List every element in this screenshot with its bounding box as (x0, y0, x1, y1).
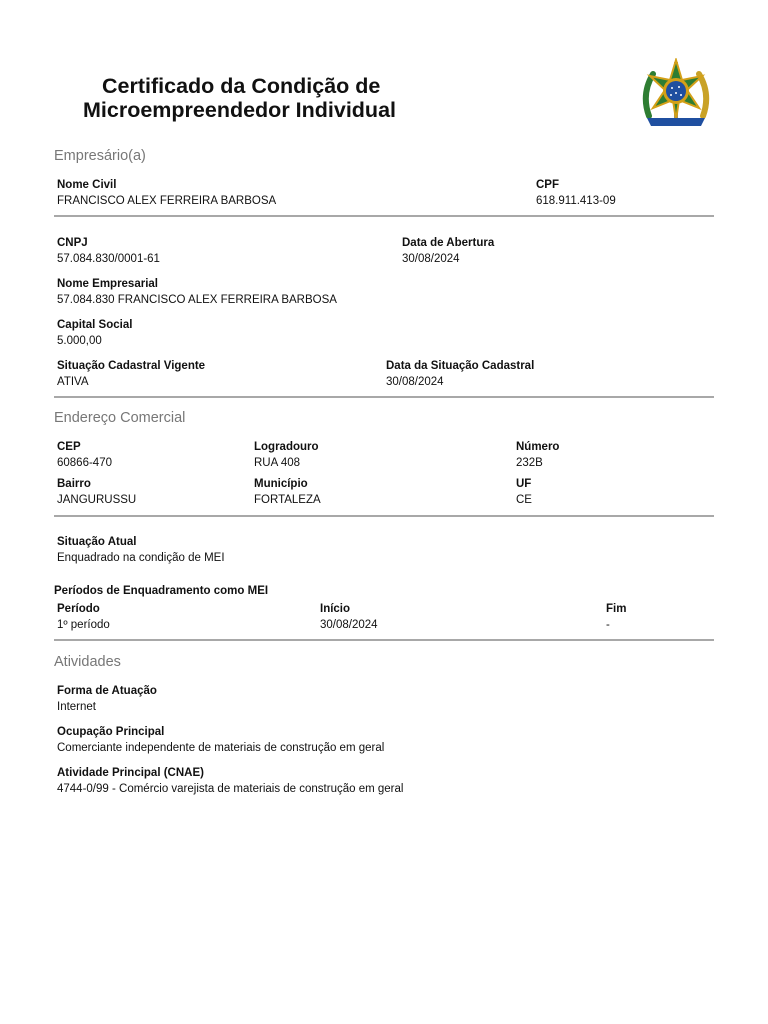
numero-value: 232B (516, 457, 543, 469)
field-uf (516, 477, 532, 507)
fim-label: Fim (606, 603, 627, 615)
situacao-cadastral-value: ATIVA (57, 376, 89, 388)
field-cnpj (57, 236, 160, 266)
municipio-label: Município (254, 478, 308, 490)
cpf-label: CPF (536, 179, 559, 191)
field-data-abertura (402, 236, 494, 266)
numero-label: Número (516, 441, 560, 453)
field-cep (57, 440, 112, 470)
divider (54, 215, 714, 217)
forma-atuacao-label: Forma de Atuação (57, 685, 157, 697)
field-inicio (320, 602, 378, 632)
cep-value: 60866-470 (57, 457, 112, 469)
ocupacao-principal-value: Comerciante independente de materiais de construção em geral (57, 742, 385, 754)
uf-label: UF (516, 478, 532, 490)
periodo-label: Período (57, 603, 100, 615)
municipio-value: FORTALEZA (254, 494, 321, 506)
field-situacao-atual (57, 535, 225, 565)
brazil-coat-of-arms-icon (639, 58, 713, 130)
field-logradouro (254, 440, 319, 470)
field-capital-social (57, 318, 132, 348)
capital-social-value: 5.000,00 (57, 335, 102, 347)
logradouro-value: RUA 408 (254, 457, 301, 469)
section-title-empresario: Empresário(a) (54, 148, 146, 164)
nome-civil-value: FRANCISCO ALEX FERREIRA BARBOSA (57, 195, 277, 207)
section-title-atividades: Atividades (54, 654, 121, 670)
nome-empresarial-label: Nome Empresarial (57, 278, 158, 290)
field-atividade-principal (57, 766, 403, 796)
data-situacao-value: 30/08/2024 (386, 376, 444, 388)
field-cpf (536, 178, 616, 208)
field-ocupacao-principal (57, 725, 384, 755)
situacao-atual-label: Situação Atual (57, 536, 137, 548)
uf-value: CE (516, 494, 532, 506)
field-forma-atuacao (57, 684, 157, 714)
divider (54, 639, 714, 641)
bairro-value: JANGURUSSU (57, 494, 137, 506)
field-nome-empresarial (57, 277, 337, 307)
field-nome-civil (57, 178, 276, 208)
cnpj-label: CNPJ (57, 237, 88, 249)
data-situacao-label: Data da Situação Cadastral (386, 360, 535, 372)
bairro-label: Bairro (57, 478, 91, 490)
atividade-principal-value: 4744-0/99 - Comércio varejista de materiais de construção em geral (57, 783, 404, 795)
nome-empresarial-value: 57.084.830 FRANCISCO ALEX FERREIRA BARBOSA (57, 294, 337, 306)
field-data-situacao (386, 359, 534, 389)
cep-label: CEP (57, 441, 81, 453)
fim-value: - (606, 619, 610, 631)
field-fim (606, 602, 626, 632)
atividade-principal-label: Atividade Principal (CNAE) (57, 767, 204, 779)
nome-civil-label: Nome Civil (57, 179, 117, 191)
situacao-cadastral-label: Situação Cadastral Vigente (57, 360, 206, 372)
situacao-atual-value: Enquadrado na condição de MEI (57, 552, 225, 564)
field-numero (516, 440, 559, 470)
logradouro-label: Logradouro (254, 441, 319, 453)
cpf-value: 618.911.413-09 (536, 195, 616, 207)
divider (54, 396, 714, 398)
page-title (83, 74, 563, 122)
data-abertura-value: 30/08/2024 (402, 253, 460, 265)
forma-atuacao-value: Internet (57, 701, 96, 713)
field-bairro (57, 477, 136, 507)
section-title-endereco: Endereço Comercial (54, 410, 186, 426)
capital-social-label: Capital Social (57, 319, 133, 331)
ocupacao-principal-label: Ocupação Principal (57, 726, 165, 738)
inicio-label: Início (320, 603, 351, 615)
field-periodo (57, 602, 110, 632)
periodo-value: 1º período (57, 619, 110, 631)
data-abertura-label: Data de Abertura (402, 237, 495, 249)
title-line-2: Microempreendedor Individual (83, 98, 396, 122)
divider (54, 515, 714, 517)
cnpj-value: 57.084.830/0001-61 (57, 253, 160, 265)
field-municipio (254, 477, 321, 507)
periodos-heading: Períodos de Enquadramento como MEI (54, 585, 269, 597)
inicio-value: 30/08/2024 (320, 619, 378, 631)
title-line-1: Certificado da Condição de (102, 74, 381, 98)
field-situacao-cadastral (57, 359, 205, 389)
